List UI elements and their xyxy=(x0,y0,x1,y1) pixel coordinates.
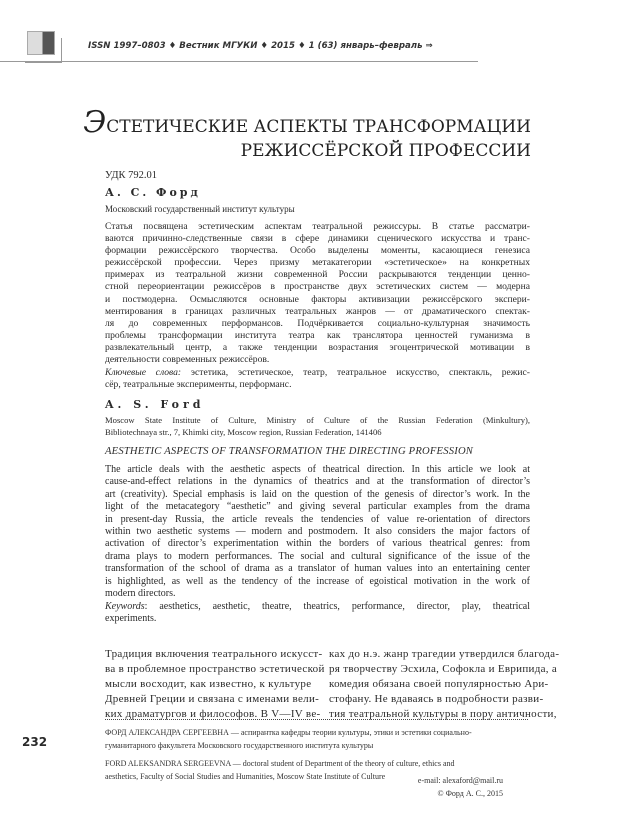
institute-ru: Московский государственный институт культуры xyxy=(105,204,295,214)
abstract-line: light of the metacategory “aesthetic” and giving several particular examples from the drama xyxy=(105,501,530,513)
abstract-line: in present-day Russia, the article reveals the tendencies of value re-orientation of directors xyxy=(105,513,530,525)
body-line: Традиция включения театрального искусст- xyxy=(105,648,323,660)
abstract-line: деятельности современных режиссёров. xyxy=(105,354,270,366)
author-en: A. S. Ford xyxy=(105,398,205,411)
abstract-line: drama plays to modern performances. The social and cultural significance of the issue of the xyxy=(105,550,530,562)
abstract-line: ментирования в границах различных театральных жанров — от драматического спектак- xyxy=(105,305,530,317)
affiliation-line: Moscow State Institute of Culture, Ministry of Culture of the Russian Federation (Minkultury), xyxy=(105,415,530,425)
footnote-ru xyxy=(105,727,525,752)
author-ru: А. С. Форд xyxy=(105,186,201,199)
abstract-line: Статья посвящена эстетическим аспектам театральной режиссуры. В статье рассматри- xyxy=(105,221,530,232)
abstract-line: modern directors. xyxy=(105,588,176,600)
header-rule xyxy=(0,61,478,62)
body-line: ва в проблемное пространство эстетической xyxy=(105,663,325,675)
keywords-en-label: Keywords xyxy=(105,601,145,612)
abstract-en xyxy=(105,464,530,600)
udk-code: УДК 792.01 xyxy=(105,170,158,181)
abstract-ru xyxy=(105,221,530,366)
abstract-line: activation of director’s experimentation within the borders of various theatrical genres: from xyxy=(105,538,530,550)
body-line: Древней Греции и связана с именами вели- xyxy=(105,693,320,705)
abstract-line: и постмодерна. Осмысляются основные факторы активизации режиссёрского экспери- xyxy=(105,293,530,305)
abstract-line: is highlighted, as well as the tendency of the increase of egoistical motivation in the work of xyxy=(105,575,530,587)
abstract-line: развлекательный центр, а также тенденции возрастания эгоцентрической мотивации в xyxy=(105,341,530,353)
abstract-line: режиссёрской профессии. Через призму метакатегории «эстетическое» на конкретных xyxy=(105,257,530,269)
article-title-line2: РЕЖИССЁРСКОЙ ПРОФЕССИИ xyxy=(240,141,531,161)
body-line: ря творчеству Эсхила, Софокла и Еврипида, а xyxy=(329,663,558,675)
abstract-line: within two aesthetic systems — modern and postmodern. It also considers the major factors of xyxy=(105,526,530,538)
journal-logo-icon xyxy=(27,31,55,55)
abstract-line: The article deals with the aesthetic aspects of theatrical direction. In this article we look at xyxy=(105,464,530,475)
footnote-line: FORD ALEKSANDRA SERGEEVNA — doctoral student of Department of the theory of culture, ethics and xyxy=(105,759,455,768)
contact xyxy=(330,775,503,800)
footnote-line: ФОРД АЛЕКСАНДРА СЕРГЕЕВНА — аспирантка кафедры теории культуры, этики и эстетики социально- xyxy=(105,728,472,737)
keywords-ru-label: Ключевые слова: xyxy=(105,367,182,378)
footnote-line: гуманитарного факультета Московского государственного института культуры xyxy=(105,740,374,750)
abstract-line: ваются причинно-следственные связи в сфере динамики сценического искусства и транс- xyxy=(105,233,530,245)
body-line: стофану. Не вдаваясь в подробности разви- xyxy=(329,693,544,705)
body-line: комедия обязана своей популярностью Ари- xyxy=(329,678,549,690)
affiliation-line: Bibliotechnaya str., 7, Khimki city, Moscow region, Russian Federation, 141406 xyxy=(105,427,382,437)
affiliation-en xyxy=(105,414,530,438)
abstract-line: проблемы трансформации института театра как транслятора ценностей гуманизма в xyxy=(105,329,530,341)
keywords-en-line1: : aesthetics, aesthetic, theatre, theatrics, performance, director, play, theatrical xyxy=(144,601,530,612)
keywords-en-line2: experiments. xyxy=(105,613,157,625)
body-line: ких драматургов и философов. В V—IV ве- xyxy=(105,708,321,720)
abstract-line: art (creativity). Special emphasis is laid on the question of the genesis of director’s work. In the xyxy=(105,488,530,500)
footnote-line: aesthetics, Faculty of Social Studies and Humanities, Moscow State Institute of Culture xyxy=(105,771,386,781)
title-initial: Э xyxy=(83,105,107,140)
body-column-right xyxy=(329,647,560,722)
running-head: ISSN 1997–0803 ♦ Вестник МГУКИ ♦ 2015 ♦ 1 (63) январь–февраль ⇒ xyxy=(88,41,433,51)
keywords-ru xyxy=(105,367,530,391)
abstract-line: transformation of the school of drama as a translator of human values into an entertaining center xyxy=(105,563,530,575)
abstract-line: примерах из театральной жизни современной России раскрываются тенденции ценно- xyxy=(105,269,530,281)
copyright: © Форд А. С., 2015 xyxy=(437,788,503,798)
body-column-left xyxy=(105,647,325,722)
author-email[interactable]: e-mail: alexaford@mail.ru xyxy=(417,776,503,785)
keywords-ru-line1: эстетика, эстетическое, театр, театральное искусство, спектакль, режис- xyxy=(181,367,531,378)
page-number: 232 xyxy=(22,735,48,749)
keywords-en xyxy=(105,601,530,626)
title-en: AESTHETIC ASPECTS OF TRANSFORMATION THE DIRECTING PROFESSION xyxy=(105,446,474,457)
keywords-ru-line2: сёр, театральные эксперименты, перформанс. xyxy=(105,379,292,391)
abstract-line: cause-and-effect relations in the dynamics of theatrics and at the transformation of director’s xyxy=(105,476,530,488)
abstract-line: ля до современных перформансов. Подчёркивается социально-культурная значимость xyxy=(105,317,530,329)
body-line: тия театральной культуры в пору античности, xyxy=(329,708,557,720)
body-line: ках до н.э. жанр трагедии утвердился благода- xyxy=(329,648,560,660)
footnote-separator xyxy=(105,719,528,720)
abstract-line: стной переориентации режиссёров в пространстве двух эстетических систем — модерна xyxy=(105,281,530,293)
title-line1-text: СТЕТИЧЕСКИЕ АСПЕКТЫ ТРАНСФОРМАЦИИ xyxy=(106,117,531,137)
article-title-line1 xyxy=(83,105,531,140)
abstract-line: формации режиссёрского творчества. Особо выделены моменты, касающиеся генезиса xyxy=(105,245,530,257)
body-line: мысли восходит, как известно, к культуре xyxy=(105,678,312,690)
